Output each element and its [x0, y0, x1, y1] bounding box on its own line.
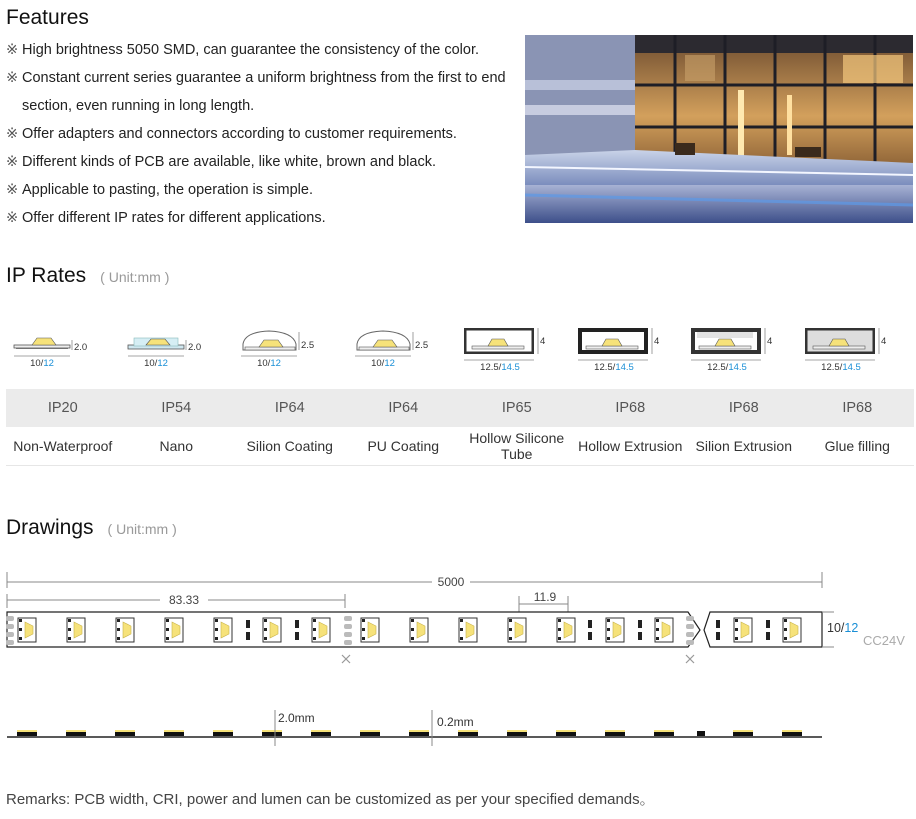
- ip-height-label: 2.5: [414, 340, 428, 351]
- ip-profile-icon: [6, 318, 119, 374]
- ip-width-label: 12.5/14.5: [820, 362, 861, 373]
- feature-bullet: ※: [6, 210, 19, 226]
- solder-pad: [6, 616, 14, 621]
- ip-rate-cell: IP64: [347, 389, 461, 427]
- ip-width-label: 12.5/14.5: [707, 362, 747, 373]
- ip-width-label: 10/12: [30, 358, 54, 369]
- ip-profile-icon: [120, 318, 233, 374]
- ip-name-cell: Hollow Silicone Tube: [460, 427, 574, 465]
- feature-item: [6, 36, 516, 64]
- total-length-dimension: [7, 572, 822, 588]
- led-pitch-label: 11.9: [533, 590, 557, 604]
- resistor: [766, 632, 770, 640]
- side-view: [7, 710, 822, 746]
- ip-profile-icon: [460, 318, 573, 374]
- remarks: Remarks: PCB width, CRI, power and lumen can be customized as per your specified demands。: [6, 791, 655, 808]
- feature-bullet: ※: [6, 126, 19, 142]
- ip-profile-icon: [687, 318, 800, 374]
- led-chip: [783, 618, 801, 642]
- feature-bullet: ※: [6, 182, 19, 198]
- ip-name-row: [6, 427, 914, 465]
- resistor: [638, 632, 642, 640]
- thickness-label: 2.0mm: [278, 711, 315, 725]
- feature-list: [6, 36, 516, 232]
- resistor: [766, 620, 770, 628]
- ip-name-cell: Hollow Extrusion: [574, 427, 688, 465]
- ip-height-label: 2.0: [187, 342, 201, 353]
- feature-text: Offer different IP rates for different applications.: [22, 210, 326, 226]
- ip-height-label: 4: [767, 336, 773, 347]
- resistor: [588, 620, 592, 628]
- feature-text: High brightness 5050 SMD, can guarantee the consistency of the color.: [22, 42, 480, 58]
- cut-length-label: 83.33: [168, 593, 200, 607]
- resistor: [638, 620, 642, 628]
- led-chip: [734, 618, 752, 642]
- ip-width-label: 12.5/14.5: [593, 362, 634, 373]
- ip-height-label: 4: [653, 336, 659, 347]
- ip-rate-cell: IP68: [687, 389, 801, 427]
- solder-pad: [686, 624, 694, 629]
- feature-item: [6, 64, 516, 120]
- led-chip: [18, 618, 36, 642]
- feature-item: [6, 120, 516, 148]
- ip-profile-icon: [233, 318, 346, 374]
- solder-pad: [344, 624, 352, 629]
- feature-item: [6, 176, 516, 204]
- led-chip: [606, 618, 624, 642]
- resistor: [295, 620, 299, 628]
- solder-pad: [344, 640, 352, 645]
- ip-width-label: 10/12: [370, 358, 395, 369]
- ip-width-label: 10/12: [143, 358, 168, 369]
- ip-height-label: 4: [880, 336, 886, 347]
- led-chip: [655, 618, 673, 642]
- led-chip: [557, 618, 575, 642]
- drawings-title: Drawings ( Unit:mm ): [6, 516, 177, 539]
- ip-rate-cell: IP54: [120, 389, 234, 427]
- ip-height-label: 4: [540, 336, 546, 347]
- led-chip: [214, 618, 232, 642]
- solder-pad: [344, 632, 352, 637]
- ip-rate-cell: IP68: [574, 389, 688, 427]
- ip-height-label: 2.5: [301, 340, 315, 351]
- resistor: [246, 632, 250, 640]
- ip-width-label: 12.5/14.5: [480, 362, 520, 373]
- solder-pad: [344, 616, 352, 621]
- ip-width-label: 10/12: [257, 358, 281, 369]
- resistor: [246, 620, 250, 628]
- solder-pad: [686, 640, 694, 645]
- ip-height-label: 2.0: [74, 342, 88, 353]
- ip-rates-unit: ( Unit:mm ): [100, 269, 170, 285]
- resistor: [716, 620, 720, 628]
- ip-name-cell: Glue filling: [801, 427, 915, 465]
- ip-name-cell: Non-Waterproof: [6, 427, 120, 465]
- features-title: Features: [6, 6, 89, 29]
- ip-profile-icon: [574, 318, 687, 374]
- solder-pad: [686, 632, 694, 637]
- feature-text: Different kinds of PCB are available, like white, brown and black.: [22, 154, 437, 170]
- feature-bullet: ※: [6, 42, 19, 58]
- ip-name-cell: PU Coating: [347, 427, 461, 465]
- solder-pad: [6, 632, 14, 637]
- feature-item: [6, 204, 516, 232]
- feature-text: Applicable to pasting, the operation is simple.: [22, 182, 313, 198]
- strip-drawing: [0, 560, 916, 760]
- feature-item: [6, 148, 516, 176]
- resistor: [295, 632, 299, 640]
- ip-profile-icon: [347, 318, 460, 374]
- feature-text: Constant current series guarantee a uniform brightness from the first to end section, even running in long length.: [22, 70, 506, 114]
- resistor: [716, 632, 720, 640]
- voltage-label: CC24V: [863, 633, 905, 648]
- gap-label: 0.2mm: [437, 715, 474, 729]
- led-chip: [508, 618, 526, 642]
- ip-name-cell: Nano: [120, 427, 234, 465]
- ip-rates-table: [6, 389, 914, 466]
- led-chip: [459, 618, 477, 642]
- ip-name-cell: Silion Coating: [233, 427, 347, 465]
- feature-bullet: ※: [6, 154, 19, 170]
- building-illustration: [525, 35, 913, 223]
- led-chip: [263, 618, 281, 642]
- led-chip: [165, 618, 183, 642]
- led-chip: [410, 618, 428, 642]
- application-photo: [525, 35, 913, 223]
- ip-rate-cell: IP64: [233, 389, 347, 427]
- led-chip: [116, 618, 134, 642]
- feature-bullet: ※: [6, 70, 19, 86]
- ip-rate-cell: IP68: [801, 389, 915, 427]
- ip-rate-row: [6, 389, 914, 427]
- ip-name-cell: Silion Extrusion: [687, 427, 801, 465]
- ip-rates-title: IP Rates ( Unit:mm ): [6, 264, 170, 287]
- led-chip: [67, 618, 85, 642]
- led-chip: [361, 618, 379, 642]
- total-length-label: 5000: [437, 575, 465, 589]
- ip-profile-icon: [801, 318, 914, 374]
- solder-pad: [6, 624, 14, 629]
- ip-rate-cell: IP65: [460, 389, 574, 427]
- ip-profile-icons: [6, 318, 914, 374]
- drawings-unit: ( Unit:mm ): [107, 521, 177, 537]
- ip-rate-cell: IP20: [6, 389, 120, 427]
- solder-pad: [6, 640, 14, 645]
- feature-text: Offer adapters and connectors according to customer requirements.: [22, 126, 457, 142]
- solder-pad: [686, 616, 694, 621]
- led-chip: [312, 618, 330, 642]
- resistor: [588, 632, 592, 640]
- cut-mark-icon: [342, 655, 694, 663]
- width-label: 10/12: [827, 621, 859, 635]
